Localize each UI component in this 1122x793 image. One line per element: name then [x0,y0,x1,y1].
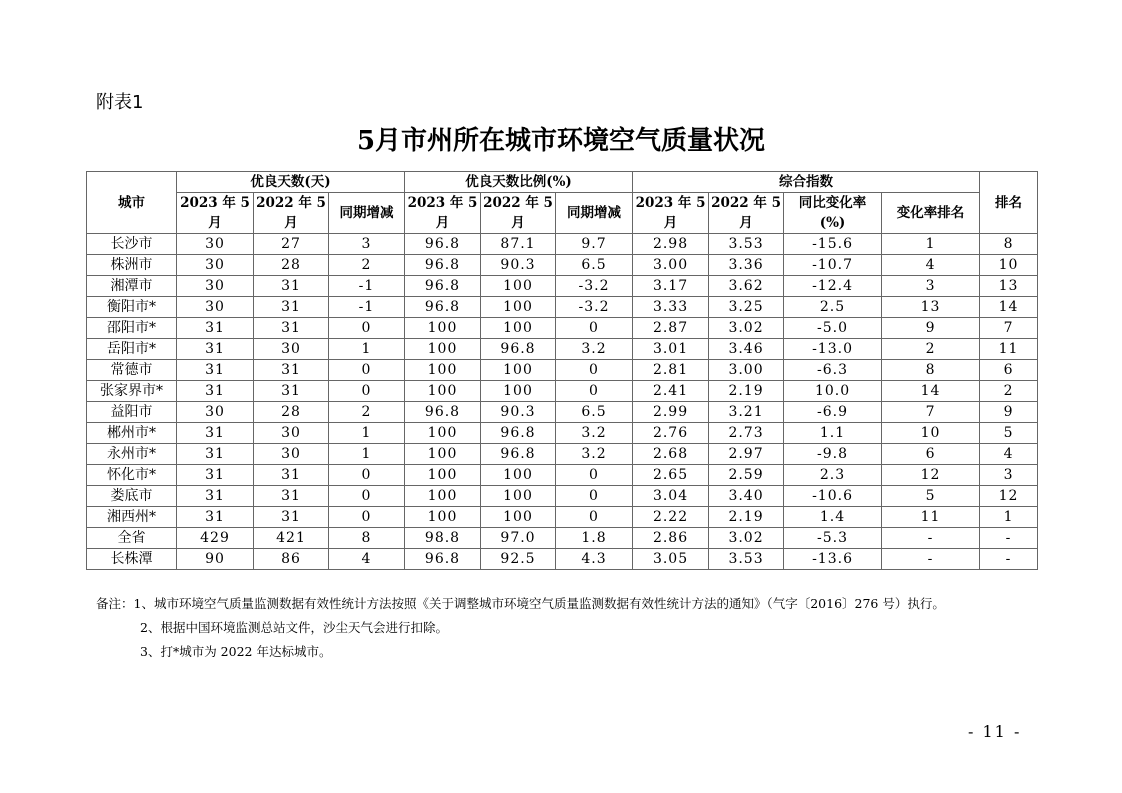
city-cell: 邵阳市* [87,318,177,339]
table-cell: -10.7 [784,255,882,276]
table-cell: 96.8 [405,276,481,297]
table-row [87,402,1038,423]
header-ratio-2022: 2022 年 5 月 [481,193,556,234]
table-cell: 100 [405,465,481,486]
city-cell: 怀化市* [87,465,177,486]
table-cell: -5.3 [784,528,882,549]
city-cell: 株洲市 [87,255,177,276]
note-2: 2、根据中国环境监测总站文件，沙尘天气会进行扣除。 [140,620,448,635]
table-row [87,423,1038,444]
table-cell: 6.5 [556,402,633,423]
page-title: 5月市州所在城市环境空气质量状况 [356,126,766,156]
table-cell: 3.02 [709,528,784,549]
table-cell: 3.46 [709,339,784,360]
table-cell: 9 [980,402,1038,423]
table-cell: 100 [405,423,481,444]
table-cell: 90.3 [481,402,556,423]
header-ratio-2023: 2023 年 5 月 [405,193,481,234]
table-cell: 12 [980,486,1038,507]
table-cell: 3.36 [709,255,784,276]
table-cell: 30 [177,402,254,423]
table-cell: 3.2 [556,423,633,444]
table-cell: 92.5 [481,549,556,570]
table-cell: 100 [405,339,481,360]
table-cell: -3.2 [556,276,633,297]
table-cell: 30 [254,339,329,360]
table-cell: 98.8 [405,528,481,549]
table-cell: 0 [329,465,405,486]
table-cell: 2 [329,402,405,423]
table-cell: 13 [980,276,1038,297]
table-cell: 2.19 [709,507,784,528]
table-row [87,381,1038,402]
city-cell: 衡阳市* [87,297,177,318]
table-cell: 100 [481,318,556,339]
table-cell: 2.97 [709,444,784,465]
table-cell: 100 [405,444,481,465]
table-cell: 0 [556,360,633,381]
table-cell: 6 [980,360,1038,381]
table-cell: -1 [329,297,405,318]
table-cell: 0 [329,360,405,381]
table-cell: 0 [329,318,405,339]
table-cell: 0 [329,381,405,402]
table-cell: 429 [177,528,254,549]
table-cell: -10.6 [784,486,882,507]
table-cell: 97.0 [481,528,556,549]
table-cell: 1 [329,423,405,444]
table-cell: 2.65 [633,465,709,486]
table-cell: 31 [177,318,254,339]
table-cell: 100 [481,276,556,297]
table-cell: -12.4 [784,276,882,297]
table-cell: 2.87 [633,318,709,339]
city-cell: 益阳市 [87,402,177,423]
table-cell: 11 [980,339,1038,360]
table-cell: 3.2 [556,339,633,360]
table-cell: 30 [177,255,254,276]
table-cell: 2 [980,381,1038,402]
table-cell: 0 [329,486,405,507]
table-cell: - [980,528,1038,549]
table-cell: 96.8 [481,444,556,465]
table-cell: 90 [177,549,254,570]
table-cell: 3.2 [556,444,633,465]
table-cell: 4.3 [556,549,633,570]
header-city: 城市 [87,172,177,234]
table-cell: 0 [556,507,633,528]
table-cell: 31 [254,486,329,507]
header-composite-index: 综合指数 [633,172,980,193]
table-cell: 31 [254,381,329,402]
table-cell: -13.6 [784,549,882,570]
table-cell: 31 [177,360,254,381]
table-cell: 96.8 [405,549,481,570]
table-cell: 2.73 [709,423,784,444]
table-row [87,444,1038,465]
table-cell: 96.8 [405,234,481,255]
table-cell: 3.00 [633,255,709,276]
table-cell: 1 [329,339,405,360]
table-cell: 1.8 [556,528,633,549]
table-cell: 31 [177,381,254,402]
table-cell: 6.5 [556,255,633,276]
table-cell: 0 [556,486,633,507]
city-cell: 常德市 [87,360,177,381]
table-cell: 3.17 [633,276,709,297]
table-cell: 96.8 [405,402,481,423]
table-cell: 100 [405,318,481,339]
table-cell: 2.3 [784,465,882,486]
city-cell: 郴州市* [87,423,177,444]
table-cell: 2.86 [633,528,709,549]
table-cell: 31 [254,465,329,486]
table-row [87,528,1038,549]
table-cell: 96.8 [405,255,481,276]
table-cell: 31 [177,444,254,465]
city-cell: 娄底市 [87,486,177,507]
table-cell: 3 [882,276,980,297]
table-cell: -15.6 [784,234,882,255]
table-cell: 1.1 [784,423,882,444]
table-row [87,297,1038,318]
table-cell: 4 [329,549,405,570]
table-cell: 30 [254,423,329,444]
header-ratio-change: 同期增减 [556,193,633,234]
table-cell: 4 [980,444,1038,465]
table-cell: 30 [177,276,254,297]
table-cell: 31 [177,339,254,360]
table-cell: 2 [329,255,405,276]
table-cell: 421 [254,528,329,549]
header-yoy-rate: 同比变化率 (%) [784,193,882,234]
table-cell: 31 [254,297,329,318]
table-cell: 96.8 [481,339,556,360]
table-cell: 3.05 [633,549,709,570]
table-row [87,549,1038,570]
city-cell: 永州市* [87,444,177,465]
table-cell: 5 [882,486,980,507]
header-good-days: 优良天数(天) [177,172,405,193]
table-cell: 3.04 [633,486,709,507]
table-cell: 2.81 [633,360,709,381]
header-days-2023: 2023 年 5 月 [177,193,254,234]
table-cell: 12 [882,465,980,486]
table-cell: 30 [177,234,254,255]
table-cell: 0 [556,318,633,339]
table-cell: 10 [882,423,980,444]
table-cell: 8 [882,360,980,381]
table-cell: -5.0 [784,318,882,339]
table-cell: 1 [329,444,405,465]
table-cell: -1 [329,276,405,297]
table-cell: 3.21 [709,402,784,423]
table-cell: 0 [329,507,405,528]
table-cell: 4 [882,255,980,276]
table-cell: 5 [980,423,1038,444]
table-cell: 100 [405,360,481,381]
table-cell: 96.8 [481,423,556,444]
table-cell: 3.53 [709,549,784,570]
table-cell: 3.62 [709,276,784,297]
table-cell: 31 [177,423,254,444]
table-cell: -9.8 [784,444,882,465]
table-cell: 2.41 [633,381,709,402]
table-cell: 7 [882,402,980,423]
table-cell: 3.01 [633,339,709,360]
table-cell: 30 [254,444,329,465]
table-cell: 2.76 [633,423,709,444]
table-cell: -3.2 [556,297,633,318]
table-cell: 2.68 [633,444,709,465]
table-row [87,339,1038,360]
table-cell: 14 [980,297,1038,318]
table-cell: 31 [254,276,329,297]
table-cell: 100 [405,381,481,402]
header-days-2022: 2022 年 5 月 [254,193,329,234]
table-cell: 10.0 [784,381,882,402]
note-3: 3、打*城市为 2022 年达标城市。 [140,644,332,659]
table-cell: 100 [405,507,481,528]
table-cell: 0 [556,381,633,402]
table-cell: 31 [177,486,254,507]
table-row [87,318,1038,339]
table-cell: 10 [980,255,1038,276]
table-cell: 2.98 [633,234,709,255]
table-row [87,360,1038,381]
table-row [87,234,1038,255]
table-cell: 27 [254,234,329,255]
table-cell: 90.3 [481,255,556,276]
air-quality-table [86,171,1038,570]
table-cell: 100 [481,507,556,528]
table-cell: 96.8 [405,297,481,318]
table-cell: 1.4 [784,507,882,528]
table-cell: 100 [481,486,556,507]
table-cell: 6 [882,444,980,465]
table-cell: 100 [481,360,556,381]
table-cell: 100 [481,297,556,318]
table-cell: 31 [254,318,329,339]
table-cell: 3.25 [709,297,784,318]
table-cell: 3.40 [709,486,784,507]
table-cell: 2.59 [709,465,784,486]
table-cell: 2.19 [709,381,784,402]
header-good-ratio: 优良天数比例(%) [405,172,633,193]
table-cell: 2.5 [784,297,882,318]
table-cell: 9 [882,318,980,339]
table-cell: 14 [882,381,980,402]
table-cell: - [882,549,980,570]
table-cell: 3.33 [633,297,709,318]
table-row [87,507,1038,528]
table-row [87,276,1038,297]
city-cell: 湘西州* [87,507,177,528]
city-cell: 张家界市* [87,381,177,402]
header-rate-rank: 变化率排名 [882,193,980,234]
header-index-2022: 2022 年 5 月 [709,193,784,234]
city-cell: 长沙市 [87,234,177,255]
table-cell: 8 [329,528,405,549]
appendix-label: 附表1 [96,92,144,113]
table-cell: 1 [980,507,1038,528]
table-cell: 31 [177,507,254,528]
city-cell: 全省 [87,528,177,549]
table-cell: -13.0 [784,339,882,360]
notes [96,592,945,664]
table-cell: 9.7 [556,234,633,255]
table-cell: 2.22 [633,507,709,528]
table-cell: 100 [481,465,556,486]
table-cell: - [882,528,980,549]
city-cell: 岳阳市* [87,339,177,360]
table-cell: 28 [254,255,329,276]
table-cell: 28 [254,402,329,423]
header-days-change: 同期增减 [329,193,405,234]
table-row [87,486,1038,507]
table-cell: 30 [177,297,254,318]
table-cell: 13 [882,297,980,318]
table-cell: -6.3 [784,360,882,381]
table-cell: 3.53 [709,234,784,255]
header-rank: 排名 [980,172,1038,234]
table-cell: 3.00 [709,360,784,381]
city-cell: 湘潭市 [87,276,177,297]
table-cell: 100 [481,381,556,402]
table-cell: 2 [882,339,980,360]
table-cell: 8 [980,234,1038,255]
page-number: - 11 - [968,722,1022,741]
table-row [87,255,1038,276]
table-cell: 3.02 [709,318,784,339]
table-cell: 11 [882,507,980,528]
table-row [87,465,1038,486]
table-cell: - [980,549,1038,570]
city-cell: 长株潭 [87,549,177,570]
table-cell: 0 [556,465,633,486]
table-cell: 87.1 [481,234,556,255]
table-cell: 31 [254,507,329,528]
table-cell: 1 [882,234,980,255]
table-cell: 2.99 [633,402,709,423]
table-cell: 31 [254,360,329,381]
note-1: 备注：1、城市环境空气质量监测数据有效性统计方法按照《关于调整城市环境空气质量监测数据有效性统计方法的通知》（气字〔2016〕276 号）执行。 [96,596,945,611]
table-cell: 100 [405,486,481,507]
table-cell: 7 [980,318,1038,339]
table-cell: 3 [329,234,405,255]
table-cell: 3 [980,465,1038,486]
header-index-2023: 2023 年 5 月 [633,193,709,234]
table-cell: -6.9 [784,402,882,423]
table-cell: 86 [254,549,329,570]
table-cell: 31 [177,465,254,486]
